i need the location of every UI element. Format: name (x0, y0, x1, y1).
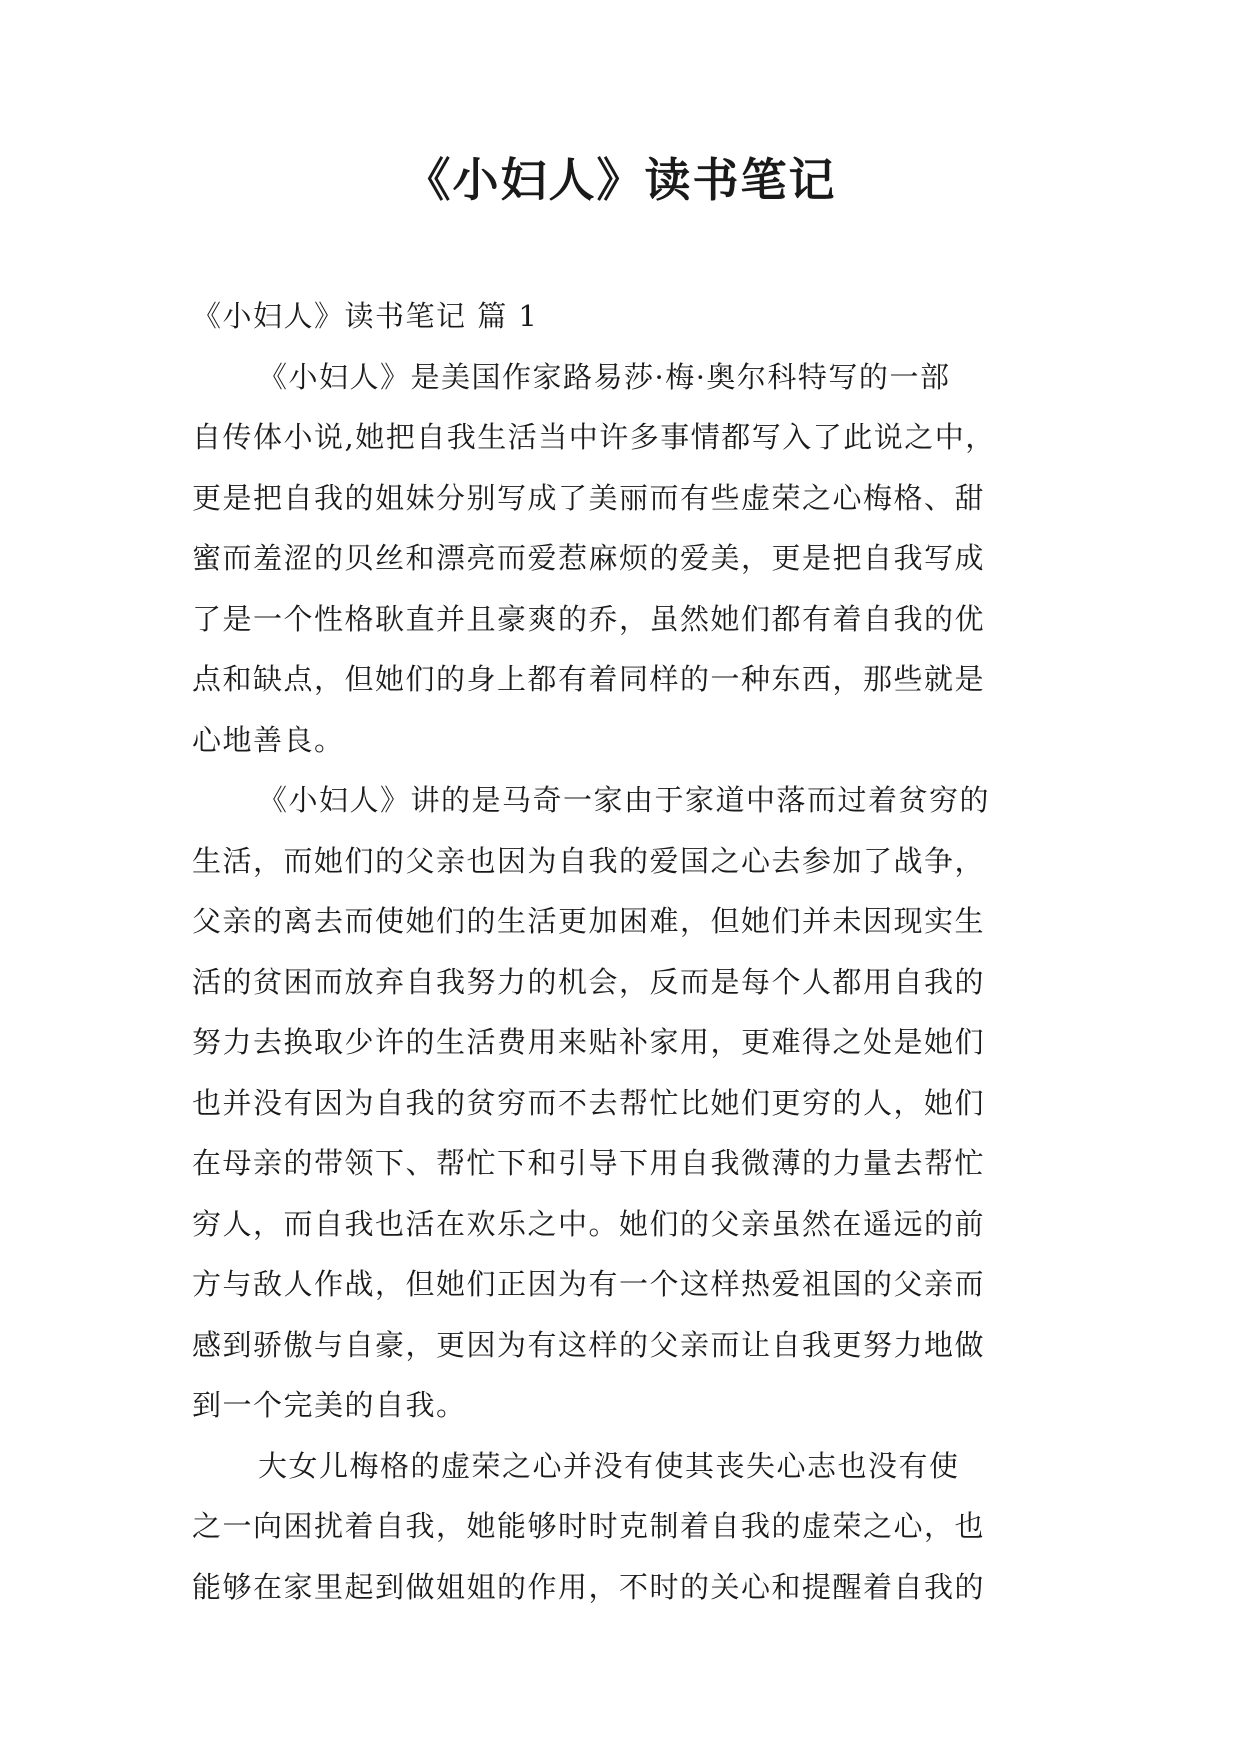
paragraph-line: 活的贫困而放弃自我努力的机会，反而是每个人都用自我的 (192, 964, 986, 999)
paragraph-line: 大女儿梅格的虚荣之心并没有使其丧失心志也没有使 (258, 1448, 960, 1483)
paragraph-line: 《小妇人》讲的是马奇一家由于家道中落而过着贫穷的 (258, 783, 991, 817)
document-title: 《小妇人》读书笔记 (404, 153, 837, 207)
paragraph-2 (192, 770, 1052, 1436)
paragraph-1 (192, 347, 1052, 771)
paragraph-line: 感到骄傲与自豪，更因为有这样的父亲而让自我更努力地做 (192, 1327, 986, 1362)
paragraph-line: 点和缺点，但她们的身上都有着同样的一种东西，那些就是 (192, 662, 986, 696)
paragraph-line: 心地善良。 (192, 722, 345, 757)
paragraph-line: 到一个完美的自我。 (192, 1388, 467, 1422)
paragraph-line: 努力去换取少许的生活费用来贴补家用，更难得之处是她们 (192, 1025, 986, 1059)
paragraph-line: 了是一个性格耿直并且豪爽的乔，虽然她们都有着自我的优 (192, 601, 986, 636)
paragraph-line: 方与敌人作战，但她们正因为有一个这样热爱祖国的父亲而 (192, 1267, 986, 1301)
paragraph-line: 父亲的离去而使她们的生活更加困难，但她们并未因现实生 (192, 904, 986, 938)
paragraph-3 (192, 1436, 1052, 1618)
section-heading: 《小妇人》读书笔记 篇 1 (192, 299, 539, 333)
paragraph-line: 生活，而她们的父亲也因为自我的爱国之心去参加了战争， (192, 843, 986, 878)
paragraph-line: 穷人，而自我也活在欢乐之中。她们的父亲虽然在遥远的前 (192, 1206, 986, 1241)
paragraph-line: 更是把自我的姐妹分别写成了美丽而有些虚荣之心梅格、甜 (192, 480, 986, 515)
paragraph-line: 也并没有因为自我的贫穷而不去帮忙比她们更穷的人，她们 (192, 1085, 986, 1120)
paragraph-line: 自传体小说,她把自我生活当中许多事情都写入了此说之中， (192, 420, 996, 454)
document-body (192, 286, 1052, 1617)
paragraph-line: 之一向困扰着自我，她能够时时克制着自我的虚荣之心，也 (192, 1509, 986, 1543)
paragraph-line: 蜜而羞涩的贝丝和漂亮而爱惹麻烦的爱美，更是把自我写成 (192, 541, 986, 575)
paragraph-line: 在母亲的带领下、帮忙下和引导下用自我微薄的力量去帮忙 (192, 1146, 986, 1180)
paragraph-line: 《小妇人》是美国作家路易莎·梅·奥尔科特写的一部 (258, 359, 951, 394)
paragraph-line: 能够在家里起到做姐姐的作用，不时的关心和提醒着自我的 (192, 1569, 986, 1604)
